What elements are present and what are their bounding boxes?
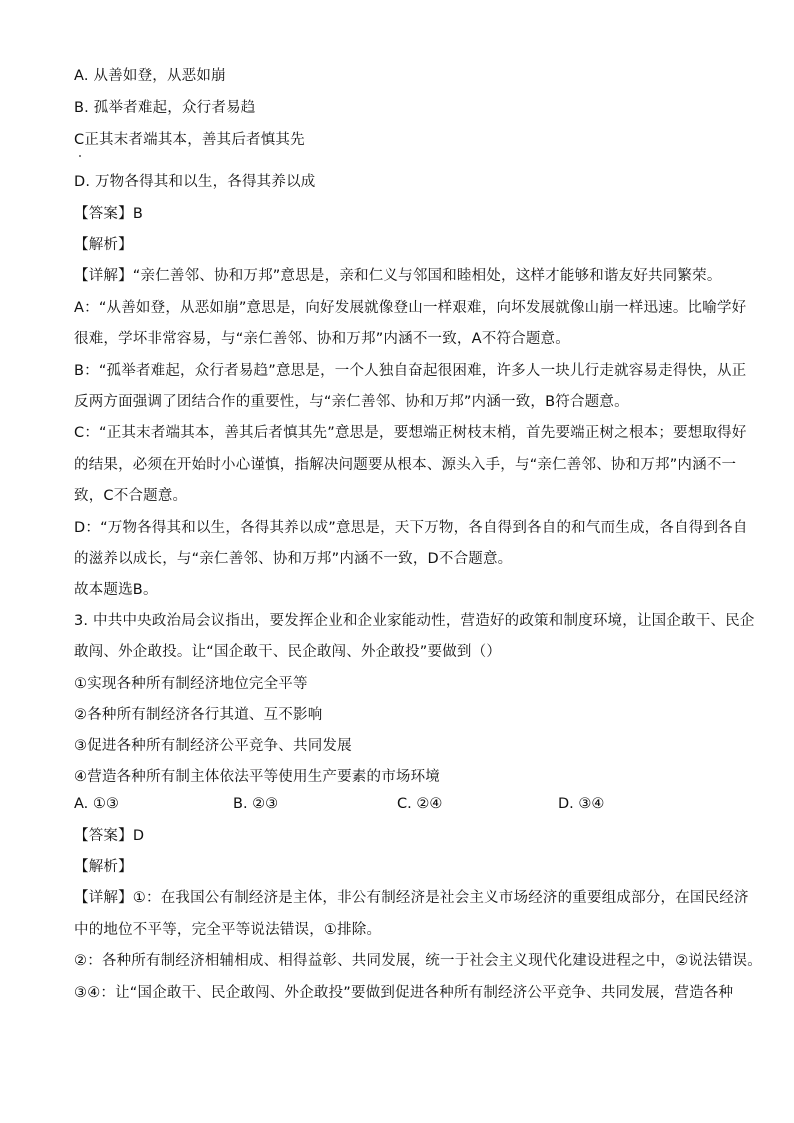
- q2-explanation-line: C：“正其末者端其本，善其后者慎其先”意思是，要想端正树枝末梢，首先要端正树之根本；要想取得好: [74, 425, 747, 441]
- q2-explanation-line: 致，C不合题意。: [74, 488, 188, 504]
- q3-stem-line: 3. 中共中央政治局会议指出，要发挥企业和企业家能动性，营造好的政策和制度环境，让国企敢干、民企: [74, 613, 755, 629]
- q3-option-a: A. ①③: [74, 796, 119, 812]
- q3-stem-line: 敢闯、外企敢投。让“国企敢干、民企敢闯、外企敢投”要做到（）: [74, 644, 502, 660]
- q3-option-c: C. ②④: [397, 796, 443, 812]
- q3-statement-1: ①实现各种所有制经济地位完全平等: [74, 676, 308, 692]
- answer-value: B: [132, 206, 143, 222]
- answer-value: D: [132, 828, 145, 844]
- q3-statement-2: ②各种所有制经济各行其道、互不影响: [74, 707, 323, 723]
- stray-dot: [79, 155, 81, 157]
- q2-explanation-line: 【详解】“亲仁善邻、协和万邦”意思是，亲和仁义与邻国和睦相处，这样才能够和谐友好共同繁荣。: [74, 268, 722, 284]
- answer-label: 【答案】: [74, 206, 133, 222]
- q2-explanation-line: 反两方面强调了团结合作的重要性，与“亲仁善邻、协和万邦”内涵一致，B符合题意。: [74, 394, 629, 410]
- q2-option-a: A. 从善如登，从恶如崩: [74, 68, 226, 84]
- q3-statement-4: ④营造各种所有制主体依法平等使用生产要素的市场环境: [74, 769, 440, 785]
- q3-explanation-line: ②：各种所有制经济相辅相成、相得益彰、共同发展，统一于社会主义现代化建设进程之中，②说法错误。: [74, 953, 762, 969]
- q2-analysis-label: 【解析】: [74, 237, 133, 253]
- q3-option-d: D. ③④: [558, 796, 605, 812]
- answer-label: 【答案】: [74, 828, 133, 844]
- q2-explanation-line: 的结果，必须在开始时小心谨慎，指解决问题要从根本、源头入手，与“亲仁善邻、协和万邦”内涵不一: [74, 457, 737, 473]
- q2-explanation-line: D：“万物各得其和以生，各得其养以成”意思是，天下万物，各自得到各自的和气而生成，各自得到各自: [74, 520, 748, 536]
- q3-answer: [74, 826, 734, 846]
- q2-explanation-line: A：“从善如登，从恶如崩”意思是，向好发展就像登山一样艰难，向坏发展就像山崩一样迅速。比喻学好: [74, 300, 747, 316]
- q2-option-c: C正其末者端其本，善其后者慎其先: [74, 132, 305, 148]
- q3-explanation-line: ③④：让“国企敢干、民企敢闯、外企敢投”要做到促进各种所有制经济公平竞争、共同发展，营造各种: [74, 985, 734, 1001]
- q2-explanation-line: B：“孤举者难起，众行者易趋”意思是，一个人独自奋起很困难，许多人一块儿行走就容易走得快，从正: [74, 363, 747, 379]
- q3-explanation-line: 【详解】①：在我国公有制经济是主体，非公有制经济是社会主义市场经济的重要组成部分，在国民经济: [74, 890, 749, 906]
- q3-analysis-label: 【解析】: [74, 859, 133, 875]
- q2-explanation-line: 的滋养以成长，与“亲仁善邻、协和万邦”内涵不一致，D不合题意。: [74, 551, 513, 567]
- q3-statement-3: ③促进各种所有制经济公平竞争、共同发展: [74, 738, 352, 754]
- q2-conclusion: 故本题选B。: [74, 582, 158, 598]
- q3-option-b: B. ②③: [233, 796, 279, 812]
- q2-answer: [74, 204, 734, 224]
- q3-explanation-line: 中的地位不平等，完全平等说法错误，①排除。: [74, 922, 382, 938]
- q2-explanation-line: 很难，学坏非常容易，与“亲仁善邻、协和万邦”内涵不一致，A不符合题意。: [74, 331, 570, 347]
- q3-options: [74, 794, 734, 814]
- q2-option-d: D. 万物各得其和以生，各得其养以成: [74, 174, 316, 190]
- q2-option-b: B. 孤举者难起，众行者易趋: [74, 100, 256, 116]
